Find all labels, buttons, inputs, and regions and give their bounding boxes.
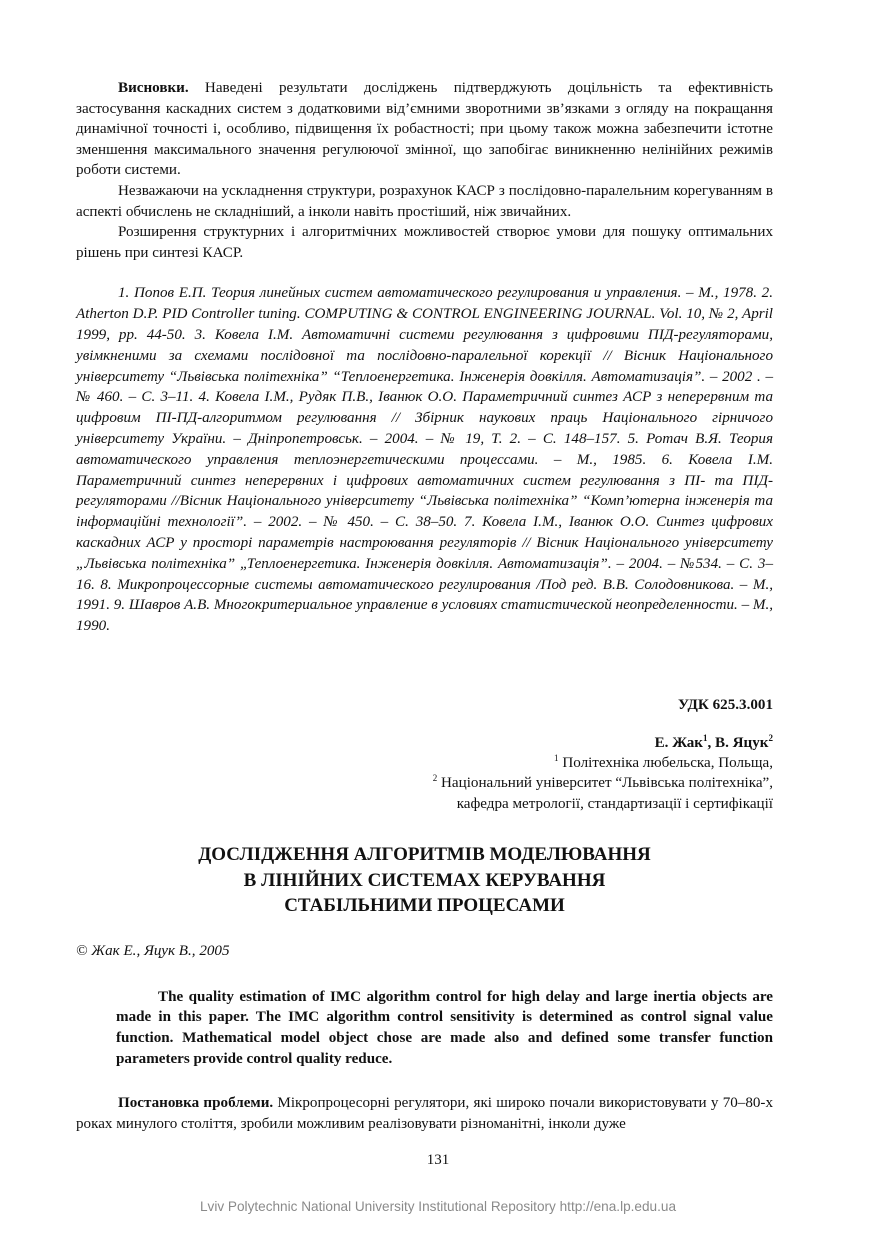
conclusions-paragraph-3: Розширення структурних і алгоритмічних можливостей створює умови для пошуку оптимальних рішень при синтезі КАСР. [76,224,773,261]
affiliation-1 [76,753,773,774]
title-line-2: В ЛІНІЙНИХ СИСТЕМАХ КЕРУВАННЯ [243,869,606,891]
article-title [76,842,773,919]
conclusions-paragraph-2: Незважаючи на ускладнення структури, розрахунок КАСР з послідовно-паралельним корегуванням в аспекті обчислень не складніший, а інколи навіть простіший, ніж звичайних. [76,182,773,220]
page-content [76,78,773,1134]
problem-label: Постановка проблеми. [118,1095,274,1112]
udk-code: УДК 625.3.001 [677,696,773,713]
affiliation-2-text: Національний університет “Львівська політехніка”, [437,775,773,792]
authors-separator: , [707,734,716,751]
abstract-paragraph: The quality estimation of IMC algorithm control for high delay and large inertia objects are made in this paper. The IMC algorithm control sensitivity is determined as control signal value function. Mathematical model object chose are made also and defined some transfer function parameters provide control quality reduce. [116,988,773,1067]
references-list: 1. Попов Е.П. Теория линейных систем автоматического регулирования и управления. – М., 1978. 2. Atherton D.P. PID Controller tuning. COMPUTING & CONTROL ENGINEERING JOURNAL. Vol. 10, № 2, April 1999, pp. 44-50. 3. Ковела І.М. Автоматичні системи регулювання з цифровими ПІД-регуляторами, увімкненими за схемами послідовної та послідовно-паралельної корекції // Вісник Національного університету “Львівська політехніка” “Теплоенергетика. Інженерія довкілля. Автоматизація”. – 2002 . – № 460. – С. 3–11. 4. Ковела І.М., Рудяк П.В., Іванюк О.О. Параметричний синтез АСР з неперервним та цифровим ПІ-ПД-алгоритмом регулювання // Збірник наукових праць Національного гірничого університету України. – Дніпропетровськ. – 2004. – № 19, Т. 2. – С. 148–157. 5. Ротач В.Я. Теория автоматического управления теплоэнергетическими процессами. – М., 1985. 6. Ковела І.М. Параметричний синтез неперервних і цифрових автоматичних систем регулювання з ПІ- та ПІД-регуляторами //Вісник Національного університету “Львівська політехніка” “Комп’ютерна інженерія та інформаційні технології”. – 2002. – № 450. – С. 38–50. 7. Ковела І.М., Іванюк О.О. Синтез цифрових каскадних АСР у просторі параметрів настроювання регуляторів // Вісник Національного університету „Львівська політехніка” „Теплоенергетика. Інженерія довкілля. Автоматизація”. – 2004. – №534. – С. 3–16. 8. Микропроцессорные системы автоматического регулирования /Под ред. В.В. Солодовникова. – М., 1991. 9. Шавров А.В. Многокритериальное управление в условиях статистической неопределенности. – М., 1990. [76,285,774,635]
affiliation-2 [76,773,773,794]
repository-footer: Lviv Polytechnic National University Institutional Repository http://ena.lp.edu.ua [199,1199,677,1214]
author-2-sup: 2 [768,732,773,743]
author-1-sup: 1 [702,732,708,743]
conclusions-label: Висновки. [118,80,189,96]
affiliation-2-department: кафедра метрології, стандартизації і сертифікації [456,795,773,812]
author-2: В. Яцук [715,734,769,751]
affiliation-1-sup: 1 [554,752,559,763]
title-line-1: ДОСЛІДЖЕННЯ АЛГОРИТМІВ МОДЕЛЮВАННЯ [198,844,651,866]
conclusions-paragraph [76,78,773,181]
copyright-notice: © Жак Е., Яцук В., 2005 [76,942,230,959]
problem-statement-paragraph [76,1093,773,1134]
authors-line [76,733,773,753]
affiliation-2-sup: 2 [432,773,438,784]
affiliation-1-text: Політехніка любельска, Польща, [558,754,773,771]
page-number: 131 [426,1152,450,1168]
conclusions-text: Наведені результати досліджень підтверджують доцільність та ефективність застосування каскадних систем з додатковими від’ємними зворотними зв’язками з огляду на покращання динамічної точності і, особливо, підвищення їх робастності; при цьому також можна забезпечити істотне зменшення максимального значення регулюючої змінної, що запобігає виникненню нелінійних режимів роботи системи. [76,80,773,179]
author-1: Е. Жак [654,734,703,751]
problem-text: Мікропроцесорні регулятори, які широко почали використовувати у 70–80-х роках минулого століття, зробили можливим реалізовувати різноманітні, інколи дуже [76,1095,774,1132]
title-line-3: СТАБІЛЬНИМИ ПРОЦЕСАМИ [284,895,565,917]
